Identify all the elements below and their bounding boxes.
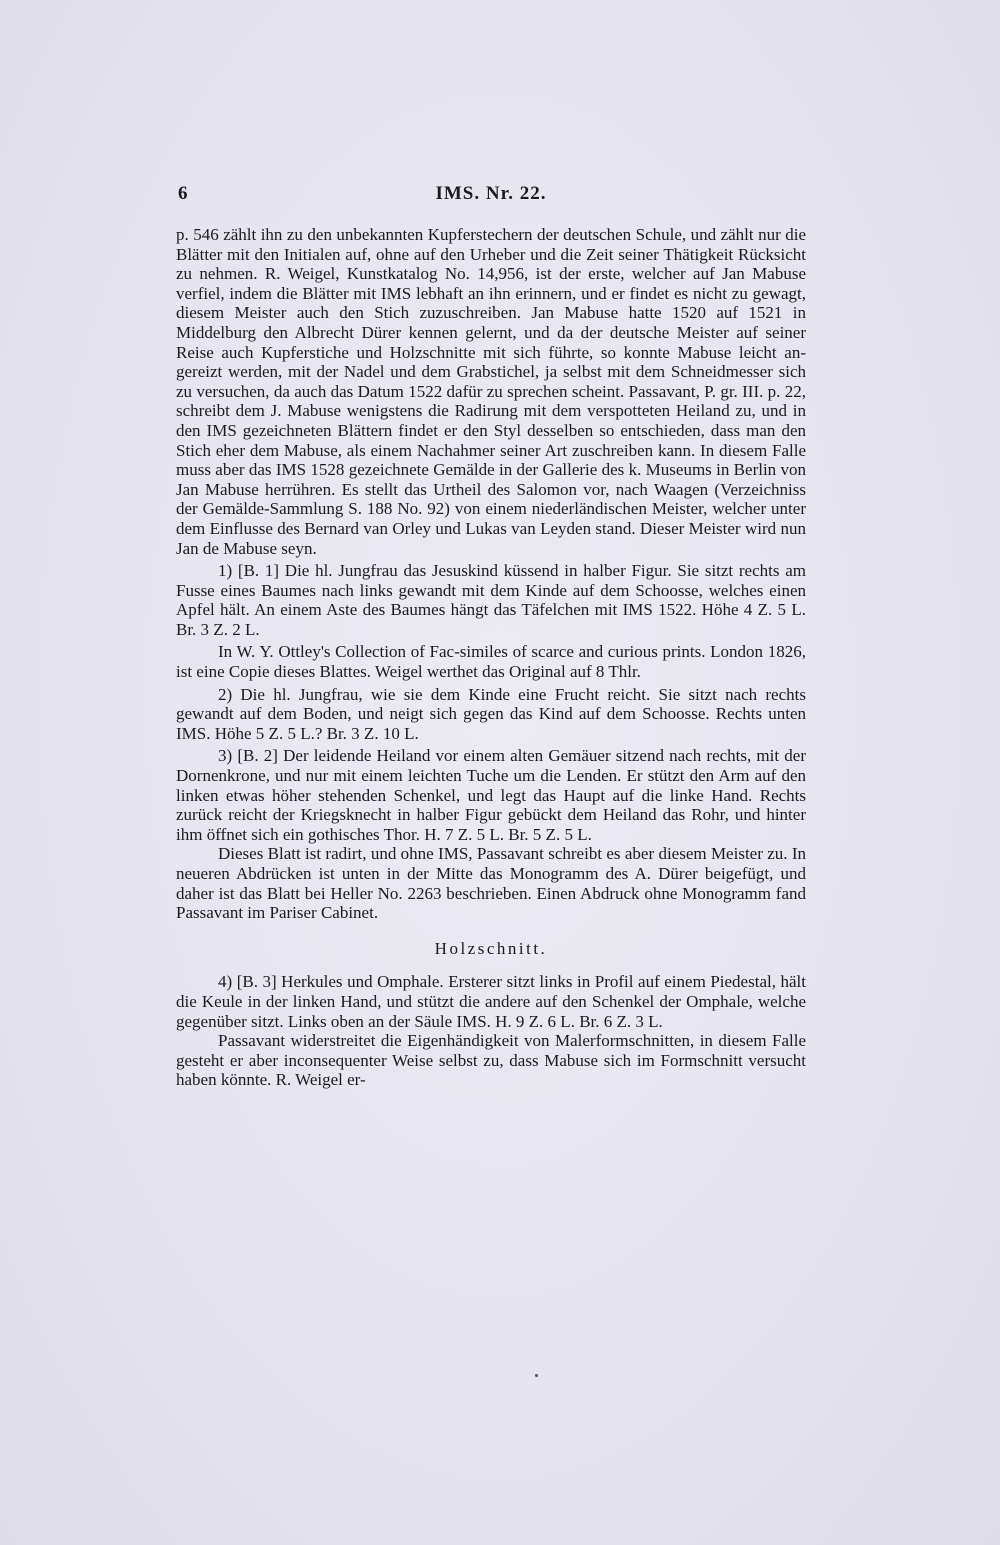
entry-3-note-paragraph: Dieses Blatt ist radirt, und ohne IMS, Passavant schreibt es aber diesem Meister zu. In neueren Abdrücken ist unten in der Mitte das Monogramm des A. Dürer beigefügt, und daher ist das Blatt bei Heller No. 2263 beschrieben. Einen Abdruck ohne Monogramm fand Passavant im Pariser Cabinet.: [176, 844, 806, 923]
running-head: IMS. Nr. 22.: [435, 183, 547, 204]
entry-4-note-paragraph: Passavant widerstreitet die Eigenhändigkeit von Malerformschnitten, in diesem Falle gesteht er aber inconsequenter Weise selbst zu, dass Mabuse sich im Formschnitt versucht haben könnte. R. Weigel er-: [176, 1031, 806, 1090]
entry-1-paragraph: 1) [B. 1] Die hl. Jungfrau das Jesuskind küssend in halber Figur. Sie sitzt rechts am Fusse eines Baumes nach links gewandt mit dem Kinde auf dem Schoosse, welches einen Apfel hält. An einem Aste des Baumes hängt das Täfelchen mit IMS 1522. Höhe 4 Z. 5 L. Br. 3 Z. 2 L.: [176, 561, 806, 639]
page-number: 6: [178, 183, 188, 204]
paragraph-continuation: p. 546 zählt ihn zu den unbekannten Kupferstechern der deutschen Schule, und zählt nur die Blätter mit den Initialen auf, ohne auf den Urheber und die Zeit seiner Thätigkeit Rücksicht zu nehmen. R. Weigel, Kunstkatalog No. 14,956, ist der erste, welcher auf Jan Mabuse verfiel, indem die Blätter mit IMS lebhaft an ihn erinnern, und er findet es nicht zu gewagt, diesem Meister auch den Stich zuzuschreiben. Jan Mabuse hatte 1520 auf 1521 in Middelburg den Albrecht Dürer kennen gelernt, und da der deutsche Meister auf seiner Reise auch Kupferstiche und Holzschnitte mit sich führte, so konnte Mabuse leicht angereizt werden, mit der Nadel und dem Grabstichel, ja selbst mit dem Schneidmesser sich zu versuchen, da auch das Datum 1522 dafür zu sprechen scheint. Passavant, P. gr. III. p. 22, schreibt dem J. Mabuse wenigstens die Radirung mit dem verspotteten Heiland zu, und in den IMS gezeichneten Blättern findet er den Styl desselben so entschieden, dass man den Stich eher dem Mabuse, als einem Nachahmer seiner Art zuschreiben kann. In diesem Falle muss aber das IMS 1528 gezeichnete Gemälde in der Gallerie des k. Museums in Berlin von Jan Mabuse herrühren. Es stellt das Urtheil des Salomon vor, nach Waagen (Verzeichniss der Gemälde-Sammlung S. 188 No. 92) von einem niederländischen Meister, welcher unter dem Einflusse des Bernard van Orley und Lukas van Leyden stand. Dieser Meister wird nun Jan de Mabuse seyn.: [176, 225, 806, 558]
page-header: [176, 183, 806, 207]
print-speck: [535, 1374, 538, 1377]
body-text: [176, 225, 806, 1090]
ottley-note-paragraph: In W. Y. Ottley's Collection of Fac-similes of scarce and curious prints. London 1826, ist eine Copie dieses Blattes. Weigel werthet das Original auf 8 Thlr.: [176, 642, 806, 682]
entry-3-paragraph: 3) [B. 2] Der leidende Heiland vor einem alten Gemäuer sitzend nach rechts, mit der Dornenkrone, und nur mit einem leichten Tuche um die Lenden. Er stützt den Arm auf den linken etwas höher stehenden Schenkel, und legt das Haupt auf die linke Hand. Rechts zurück reicht der Kriegsknecht in halber Figur gebückt dem Heiland das Rohr, und hinter ihm öffnet sich ein gothisches Thor. H. 7 Z. 5 L. Br. 5 Z. 5 L.: [176, 746, 806, 844]
entry-2-paragraph: 2) Die hl. Jungfrau, wie sie dem Kinde eine Frucht reicht. Sie sitzt nach rechts gewandt auf dem Boden, und neigt sich gegen das Kind auf dem Schoosse. Rechts unten IMS. Höhe 5 Z. 5 L.? Br. 3 Z. 10 L.: [176, 684, 806, 743]
entry-4-paragraph: 4) [B. 3] Herkules und Omphale. Ersterer sitzt links in Profil auf einem Piedestal, hält die Keule in der linken Hand, und stützt die andere auf den Schenkel der Omphale, welche gegenüber sitzt. Links oben an der Säule IMS. H. 9 Z. 6 L. Br. 6 Z. 3 L.: [176, 972, 806, 1031]
section-heading: Holzschnitt.: [434, 938, 548, 958]
